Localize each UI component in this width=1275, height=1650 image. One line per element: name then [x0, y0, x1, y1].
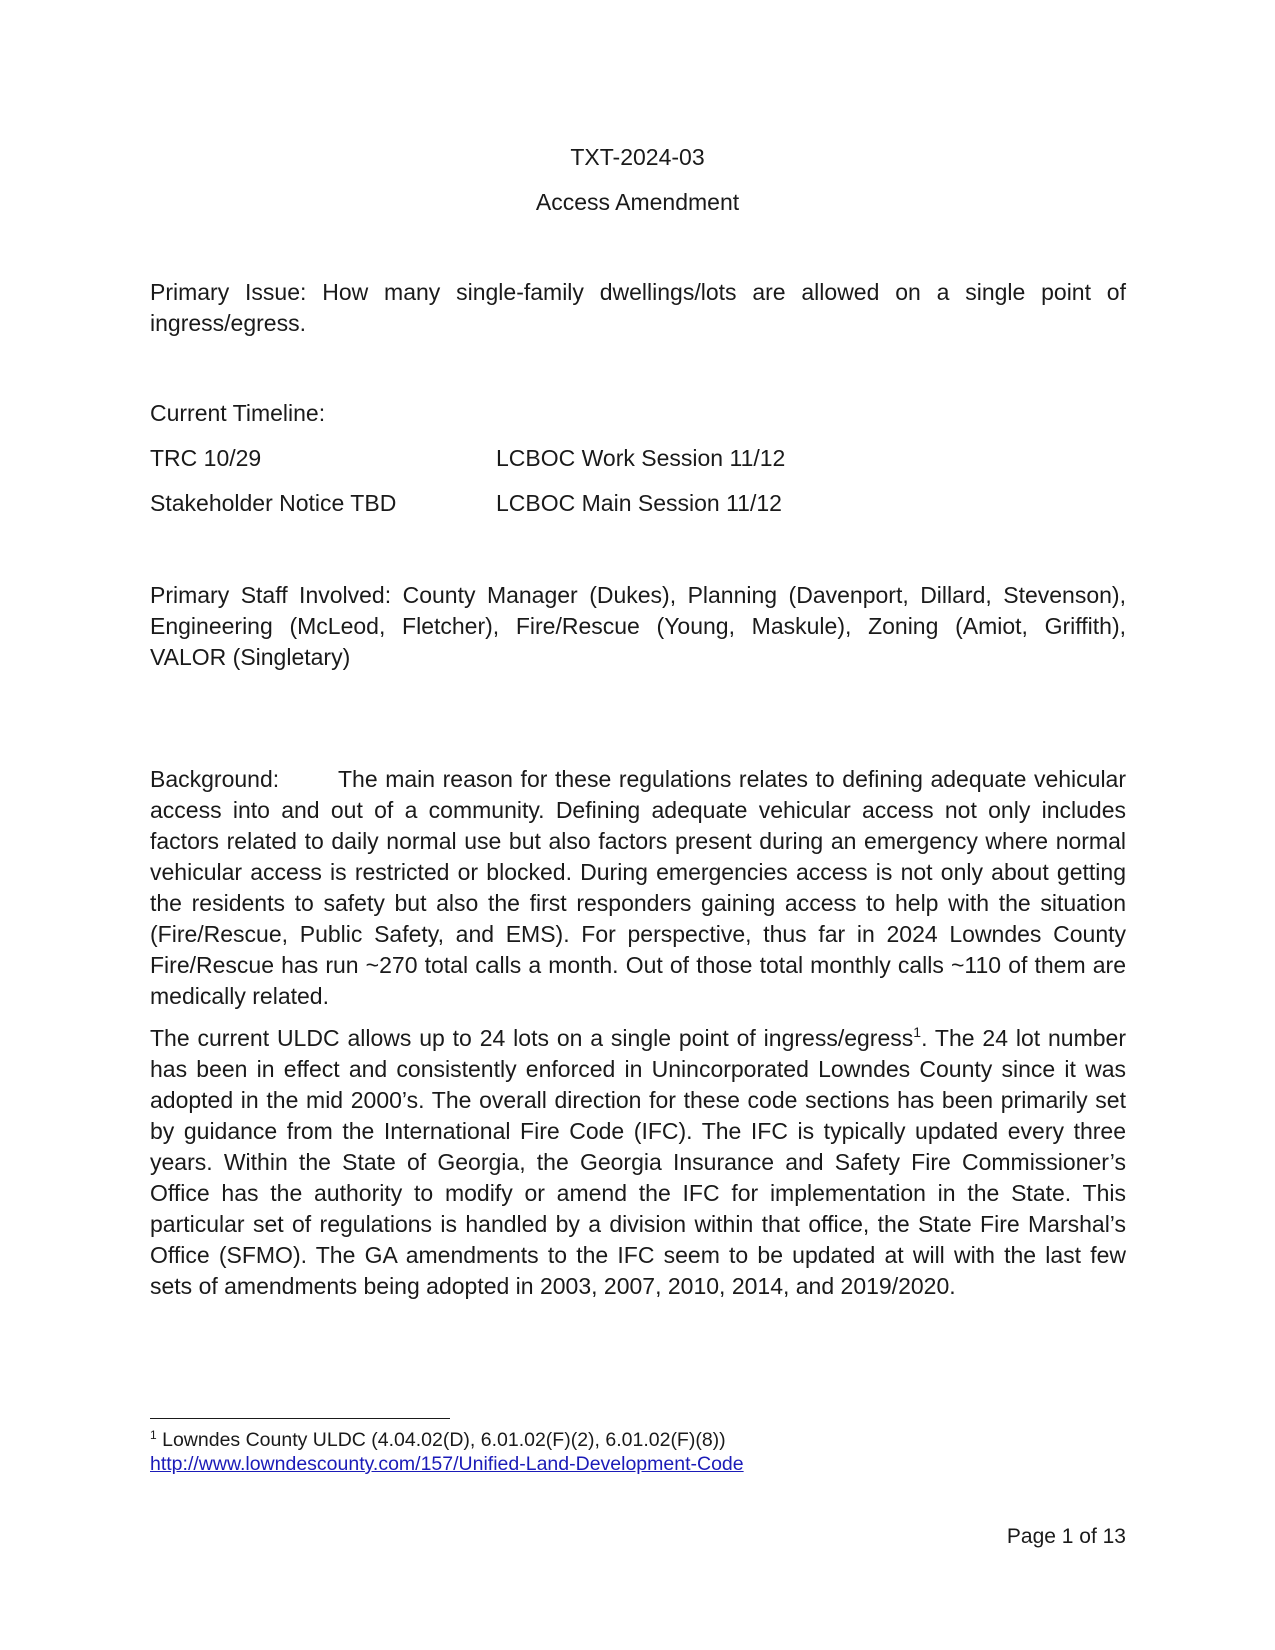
timeline-item-work-session: LCBOC Work Session 11/12	[496, 445, 786, 471]
uldc-paragraph	[150, 1023, 1126, 1302]
uldc-text-part1: The current ULDC allows up to 24 lots on a single point of ingress/egress	[150, 1025, 914, 1051]
timeline-heading: Current Timeline:	[150, 400, 326, 426]
footnote-separator	[150, 1418, 450, 1419]
footnote-link[interactable]: http://www.lowndescounty.com/157/Unified-Land-Development-Code	[150, 1453, 744, 1475]
footnote	[150, 1428, 744, 1476]
timeline-item-main-session: LCBOC Main Session 11/12	[496, 490, 782, 516]
footnote-mark: 1	[150, 1428, 157, 1442]
primary-staff: Primary Staff Involved: County Manager (Dukes), Planning (Davenport, Dillard, Stevenson), Engineering (McLeod, Fletcher), Fire/Rescue (Young, Maskule), Zoning (Amiot, Griffith), VALOR (Singletary)	[150, 582, 1126, 670]
page-number: Page 1 of 13	[1006, 1525, 1126, 1548]
timeline-item-trc: TRC 10/29	[150, 445, 262, 471]
footnote-reference[interactable]: 1	[913, 1024, 922, 1040]
document-title: Access Amendment	[535, 189, 740, 215]
primary-issue: Primary Issue: How many single-family dwellings/lots are allowed on a single point of ingress/egress.	[150, 279, 1126, 336]
background-paragraph	[150, 764, 1126, 1012]
background-label: Background:	[150, 766, 280, 792]
uldc-text-part2: . The 24 lot number has been in effect and consistently enforced in Unincorporated Lowndes County since it was adopted in the mid 2000’s. The overall direction for these code sections has been primarily set by guidance from the International Fire Code (IFC). The IFC is typically updated every three years. Within the State of Georgia, the Georgia Insurance and Safety Fire Commissioner’s Office has the authority to modify or amend the IFC for implementation in the State. This particular set of regulations is handled by a division within that office, the State Fire Marshal’s Office (SFMO). The GA amendments to the IFC seem to be updated at will with the last few sets of amendments being adopted in 2003, 2007, 2010, 2014, and 2019/2020.	[150, 1025, 1126, 1299]
footnote-text: Lowndes County ULDC (4.04.02(D), 6.01.02(F)(2), 6.01.02(F)(8))	[156, 1429, 726, 1451]
timeline-item-stakeholder-notice: Stakeholder Notice TBD	[150, 490, 397, 516]
document-code: TXT-2024-03	[570, 144, 705, 170]
background-text: The main reason for these regulations relates to defining adequate vehicular access into and out of a community. Defining adequate vehicular access not only includes factors related to daily normal use but also factors present during an emergency where normal vehicular access is restricted or blocked. During emergencies access is not only about getting the residents to safety but also the first responders gaining access to help with the situation (Fire/Rescue, Public Safety, and EMS). For perspective, thus far in 2024 Lowndes County Fire/Rescue has run ~270 total calls a month. Out of those total monthly calls ~110 of them are medically related.	[150, 766, 1126, 1009]
footnote-text-line	[150, 1428, 744, 1452]
